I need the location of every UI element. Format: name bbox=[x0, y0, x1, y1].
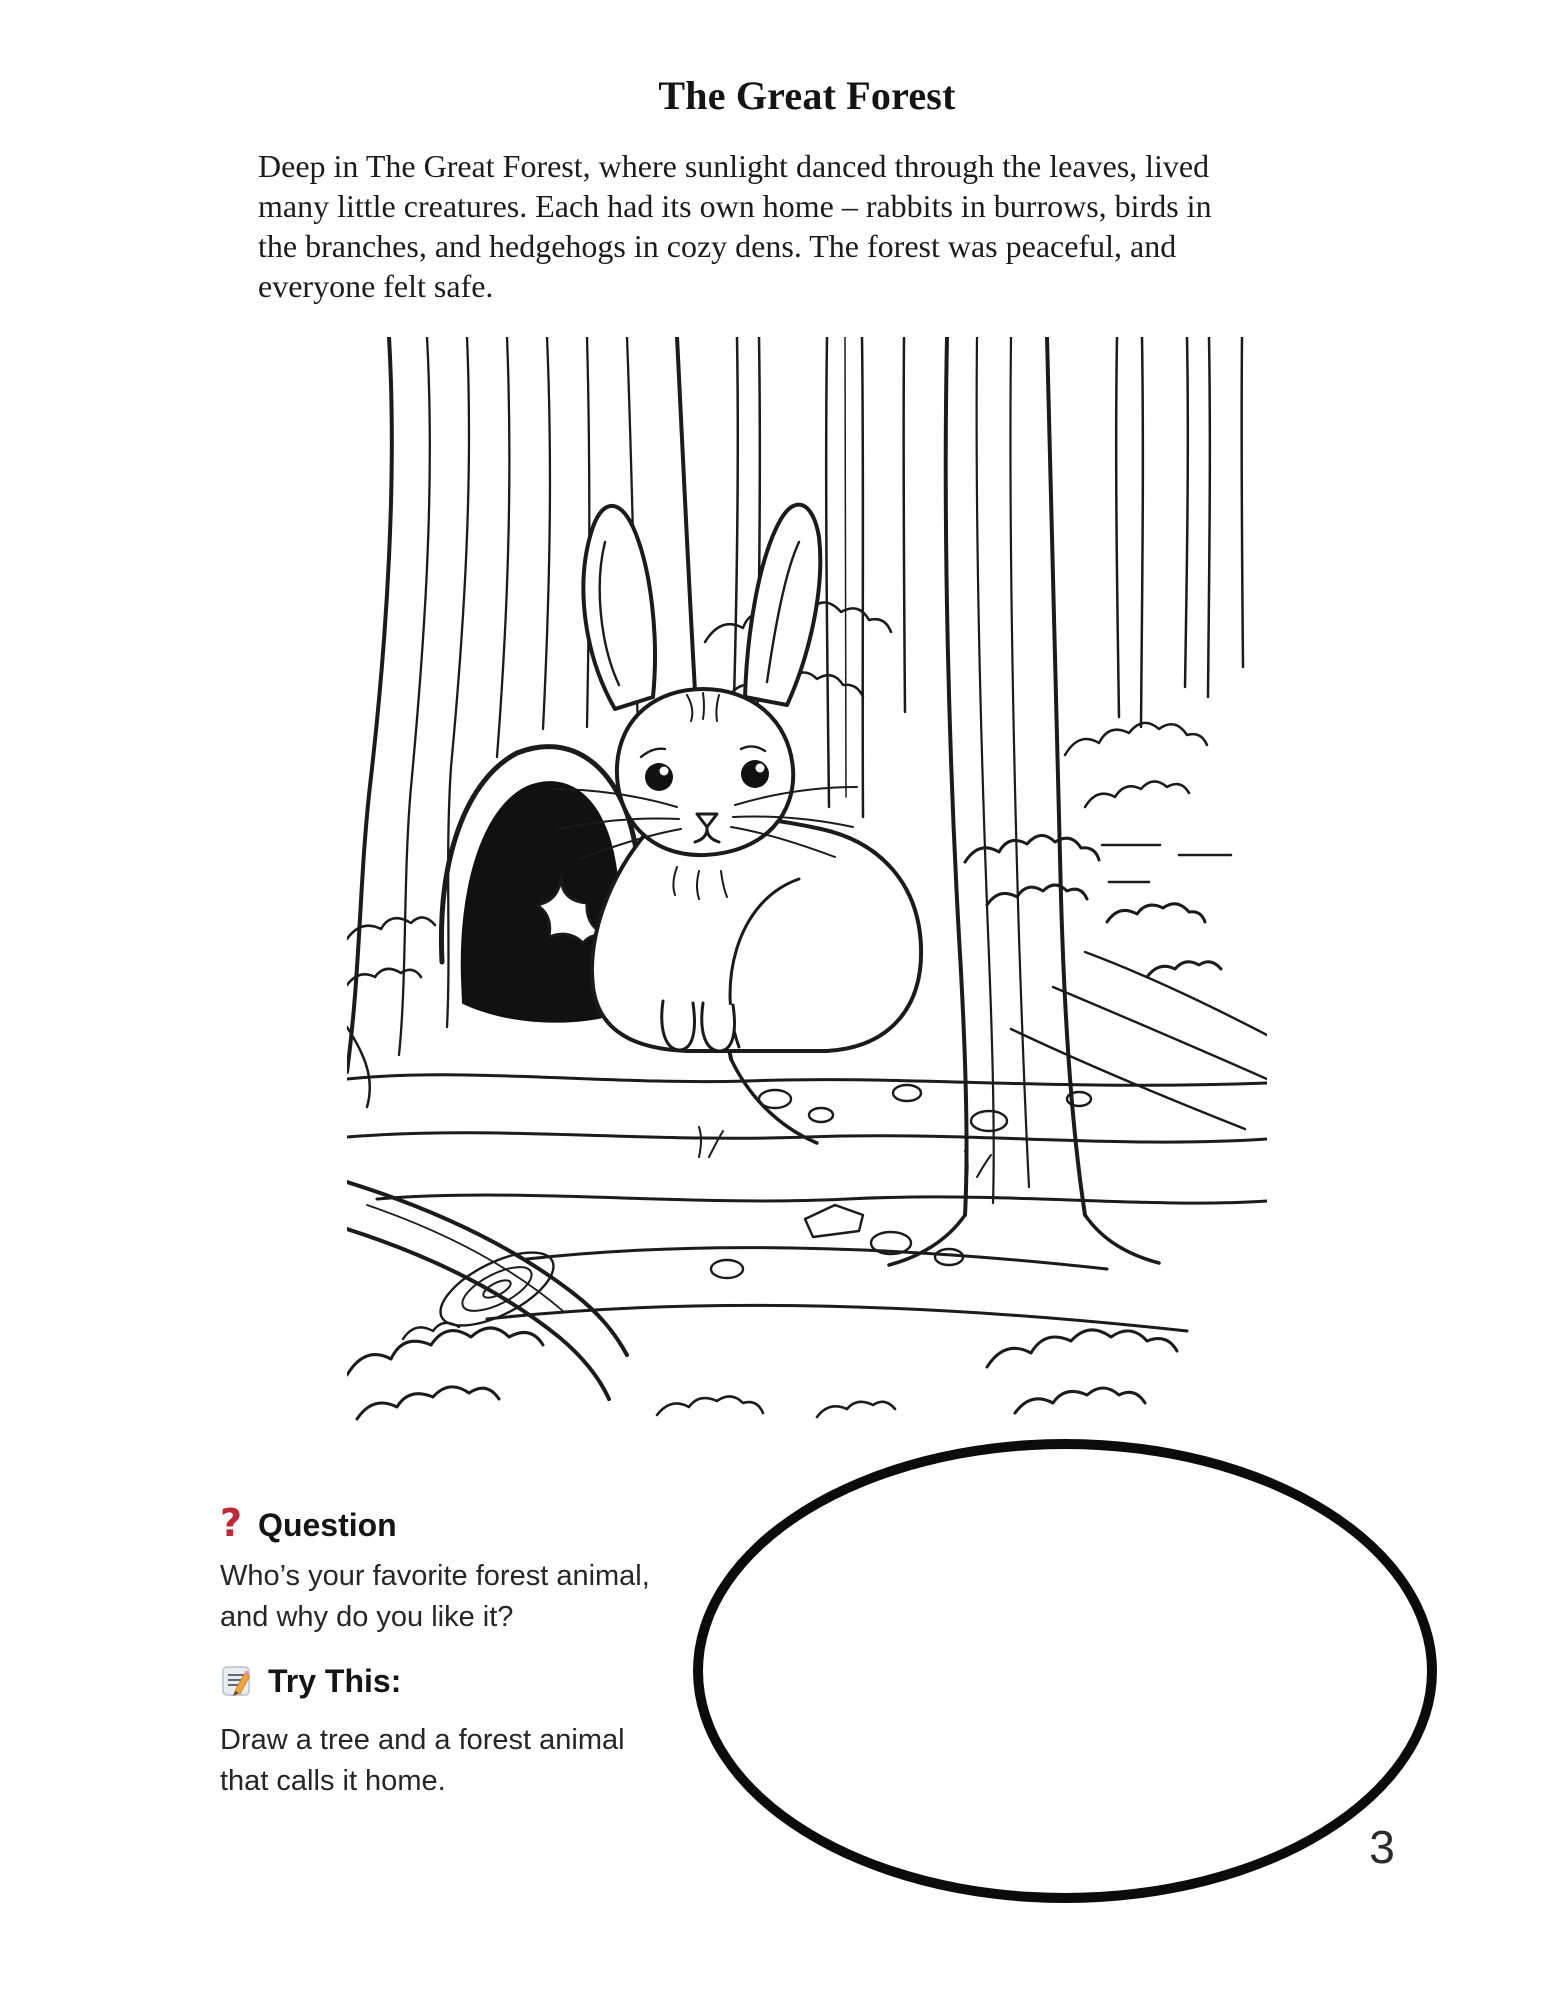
try-this-line: that calls it home. bbox=[220, 1765, 446, 1797]
paragraph-line: Deep in The Great Forest, where sunlight danced through the leaves, lived bbox=[258, 148, 1210, 184]
question-line: Who’s your favorite forest animal, bbox=[220, 1560, 650, 1592]
try-this-text bbox=[220, 1720, 625, 1802]
question-heading bbox=[220, 1501, 397, 1545]
forest-coloring-illustration bbox=[347, 337, 1267, 1432]
fallen-log bbox=[347, 1182, 627, 1399]
try-this-heading-label: Try This: bbox=[268, 1663, 402, 1699]
bottom-bushes bbox=[347, 1323, 1177, 1419]
drawing-area-oval bbox=[693, 1439, 1437, 1903]
left-shrub bbox=[347, 917, 435, 985]
memo-pencil-icon bbox=[220, 1664, 254, 1698]
try-this-line: Draw a tree and a forest animal bbox=[220, 1724, 625, 1756]
paragraph-line: the branches, and hedgehogs in cozy dens. The forest was peaceful, and bbox=[258, 228, 1177, 264]
page-title: The Great Forest bbox=[658, 73, 956, 118]
right-tree-trunk bbox=[889, 337, 1159, 1265]
page-number: 3 bbox=[1369, 1821, 1395, 1873]
question-mark-icon: ? bbox=[220, 1501, 243, 1545]
paragraph-line: many little creatures. Each had its own home – rabbits in burrows, birds in bbox=[258, 188, 1212, 224]
intro-paragraph bbox=[258, 146, 1318, 306]
question-text bbox=[220, 1556, 650, 1638]
question-heading-label: Question bbox=[258, 1507, 397, 1543]
paragraph-line: everyone felt safe. bbox=[258, 268, 494, 304]
ground-lines bbox=[347, 1075, 1267, 1331]
hillside-lines bbox=[1011, 952, 1267, 1129]
question-line: and why do you like it? bbox=[220, 1601, 514, 1633]
try-this-heading bbox=[220, 1664, 401, 1698]
